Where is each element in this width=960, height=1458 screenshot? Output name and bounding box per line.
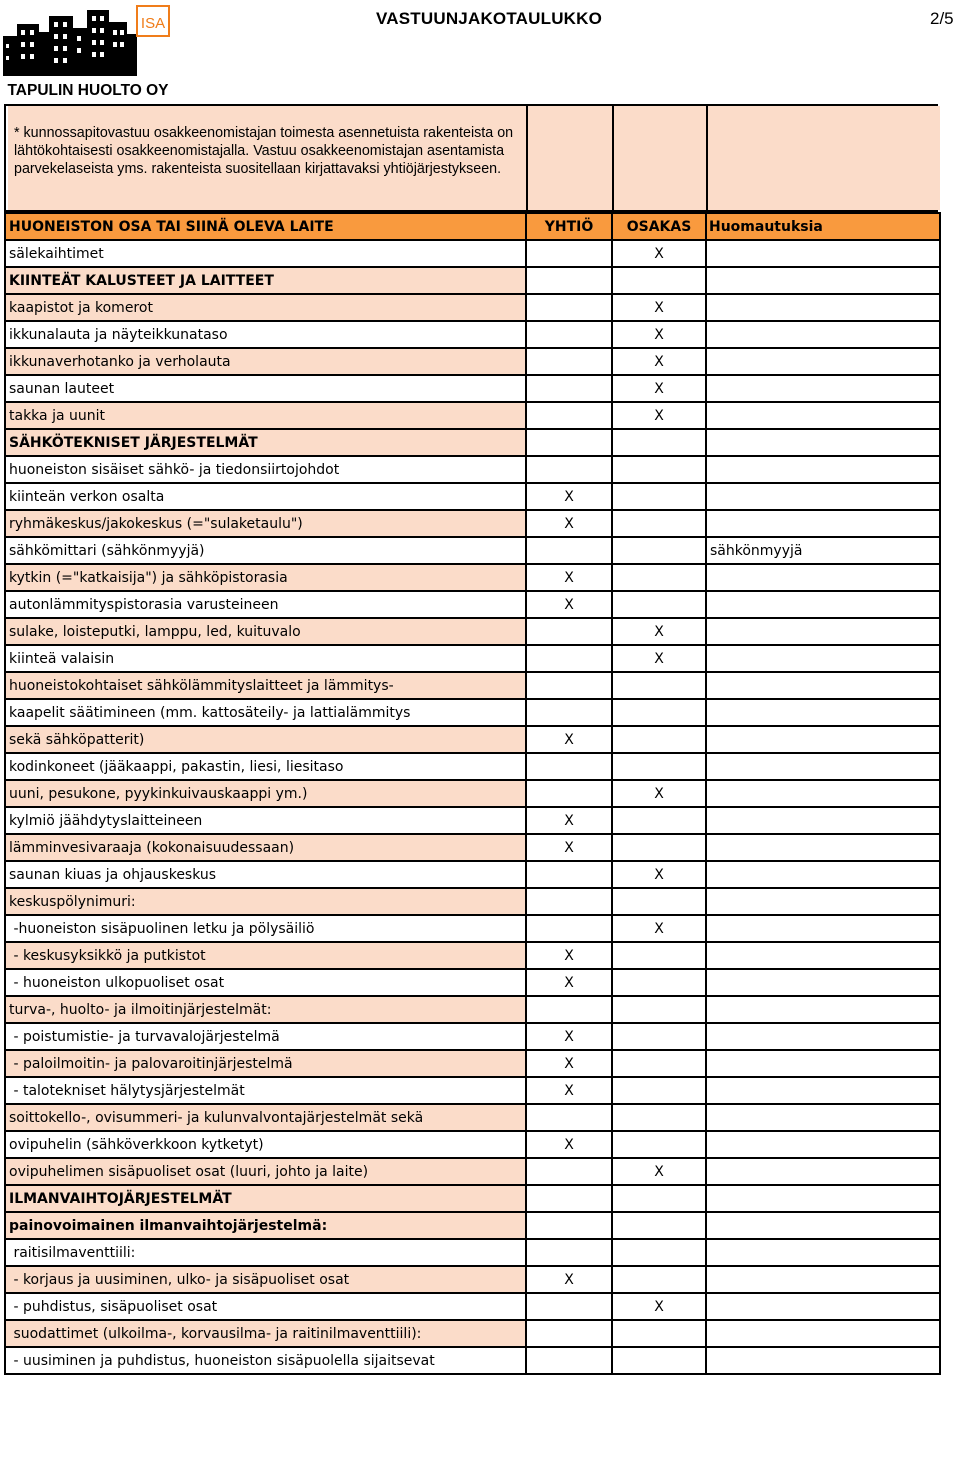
row-remarks bbox=[706, 645, 940, 672]
table-row bbox=[5, 969, 940, 996]
row-yhtio bbox=[526, 888, 612, 915]
row-yhtio: X bbox=[526, 564, 612, 591]
row-osakas bbox=[612, 996, 706, 1023]
row-osakas: X bbox=[612, 1293, 706, 1320]
row-remarks bbox=[706, 1212, 940, 1239]
row-yhtio bbox=[526, 1185, 612, 1212]
table-row bbox=[5, 753, 940, 780]
column-header-yhtio: YHTIÖ bbox=[526, 213, 612, 240]
row-label: - huoneiston ulkopuoliset osat bbox=[5, 969, 526, 996]
table-row bbox=[5, 564, 940, 591]
row-label: saunan kiuas ja ohjauskeskus bbox=[5, 861, 526, 888]
row-yhtio: X bbox=[526, 1266, 612, 1293]
row-label: painovoimainen ilmanvaihtojärjestelmä: bbox=[5, 1212, 526, 1239]
row-remarks bbox=[706, 1104, 940, 1131]
row-osakas bbox=[612, 942, 706, 969]
table-row bbox=[5, 726, 940, 753]
table-row bbox=[5, 1050, 940, 1077]
row-osakas bbox=[612, 483, 706, 510]
row-osakas bbox=[612, 267, 706, 294]
row-remarks bbox=[706, 861, 940, 888]
row-remarks bbox=[706, 1077, 940, 1104]
row-yhtio bbox=[526, 537, 612, 564]
row-osakas bbox=[612, 699, 706, 726]
table-header-row bbox=[5, 213, 940, 240]
table-row bbox=[5, 888, 940, 915]
row-osakas: X bbox=[612, 1158, 706, 1185]
row-yhtio: X bbox=[526, 591, 612, 618]
row-remarks bbox=[706, 402, 940, 429]
row-remarks bbox=[706, 1050, 940, 1077]
row-yhtio bbox=[526, 1293, 612, 1320]
table-row bbox=[5, 591, 940, 618]
row-yhtio: X bbox=[526, 1077, 612, 1104]
row-label: -huoneiston sisäpuolinen letku ja pölysäiliö bbox=[5, 915, 526, 942]
row-remarks bbox=[706, 726, 940, 753]
row-label: sulake, loisteputki, lamppu, led, kuituvalo bbox=[5, 618, 526, 645]
row-label: huoneistokohtaiset sähkölämmityslaitteet ja lämmitys- bbox=[5, 672, 526, 699]
row-label: ikkunalauta ja näyteikkunataso bbox=[5, 321, 526, 348]
row-remarks bbox=[706, 1293, 940, 1320]
column-header-osakas: OSAKAS bbox=[612, 213, 706, 240]
row-yhtio bbox=[526, 645, 612, 672]
section-heading-row bbox=[5, 1212, 940, 1239]
table-row bbox=[5, 321, 940, 348]
table-row bbox=[5, 672, 940, 699]
row-label: suodattimet (ulkoilma-, korvausilma- ja raitinilmaventtiili): bbox=[5, 1320, 526, 1347]
row-yhtio: X bbox=[526, 510, 612, 537]
row-yhtio bbox=[526, 294, 612, 321]
row-label: raitisilmaventtiili: bbox=[5, 1239, 526, 1266]
row-remarks bbox=[706, 834, 940, 861]
column-header-remarks: Huomautuksia bbox=[706, 213, 940, 240]
logo-badge: ISA bbox=[140, 15, 166, 32]
row-remarks bbox=[706, 564, 940, 591]
row-label: - paloilmoitin- ja palovaroitinjärjestelmä bbox=[5, 1050, 526, 1077]
note-cell-osakas bbox=[614, 106, 708, 210]
row-remarks bbox=[706, 429, 940, 456]
section-heading-row bbox=[5, 429, 940, 456]
page-number: 2/5 bbox=[930, 9, 954, 28]
row-remarks bbox=[706, 1185, 940, 1212]
row-osakas bbox=[612, 456, 706, 483]
table-row bbox=[5, 1158, 940, 1185]
row-label: turva-, huolto- ja ilmoitinjärjestelmät: bbox=[5, 996, 526, 1023]
table-row bbox=[5, 375, 940, 402]
logo-company-name: TAPULIN HUOLTO OY bbox=[7, 82, 169, 99]
row-label: soittokello-, ovisummeri- ja kulunvalvontajärjestelmät sekä bbox=[5, 1104, 526, 1131]
row-yhtio: X bbox=[526, 969, 612, 996]
row-osakas bbox=[612, 807, 706, 834]
row-osakas bbox=[612, 1266, 706, 1293]
row-osakas bbox=[612, 1239, 706, 1266]
row-remarks bbox=[706, 267, 940, 294]
row-osakas: X bbox=[612, 618, 706, 645]
row-osakas bbox=[612, 1347, 706, 1374]
row-label: sälekaihtimet bbox=[5, 240, 526, 267]
row-yhtio: X bbox=[526, 483, 612, 510]
table-row bbox=[5, 996, 940, 1023]
row-label: huoneiston sisäiset sähkö- ja tiedonsiirtojohdot bbox=[5, 456, 526, 483]
row-remarks bbox=[706, 1347, 940, 1374]
row-osakas: X bbox=[612, 240, 706, 267]
table-row bbox=[5, 1131, 940, 1158]
row-osakas bbox=[612, 537, 706, 564]
row-yhtio bbox=[526, 267, 612, 294]
row-label: ovipuhelin (sähköverkkoon kytketyt) bbox=[5, 1131, 526, 1158]
row-osakas bbox=[612, 591, 706, 618]
table-row bbox=[5, 483, 940, 510]
row-osakas bbox=[612, 1023, 706, 1050]
row-yhtio bbox=[526, 753, 612, 780]
table-row bbox=[5, 780, 940, 807]
table-row bbox=[5, 294, 940, 321]
row-osakas bbox=[612, 1104, 706, 1131]
row-yhtio: X bbox=[526, 1023, 612, 1050]
row-yhtio bbox=[526, 861, 612, 888]
row-remarks bbox=[706, 753, 940, 780]
row-yhtio bbox=[526, 375, 612, 402]
table-row bbox=[5, 1023, 940, 1050]
row-osakas bbox=[612, 753, 706, 780]
row-remarks bbox=[706, 348, 940, 375]
row-yhtio bbox=[526, 780, 612, 807]
row-label: keskuspölynimuri: bbox=[5, 888, 526, 915]
row-label: uuni, pesukone, pyykinkuivauskaappi ym.) bbox=[5, 780, 526, 807]
row-osakas bbox=[612, 429, 706, 456]
table-row bbox=[5, 834, 940, 861]
row-remarks bbox=[706, 888, 940, 915]
row-osakas bbox=[612, 726, 706, 753]
row-remarks bbox=[706, 321, 940, 348]
row-label: kiinteä valaisin bbox=[5, 645, 526, 672]
note-box bbox=[4, 104, 938, 212]
row-label: saunan lauteet bbox=[5, 375, 526, 402]
row-label: ikkunaverhotanko ja verholauta bbox=[5, 348, 526, 375]
row-osakas bbox=[612, 1185, 706, 1212]
table-row bbox=[5, 942, 940, 969]
row-remarks bbox=[706, 672, 940, 699]
row-remarks bbox=[706, 1023, 940, 1050]
table-row bbox=[5, 1347, 940, 1374]
row-osakas bbox=[612, 969, 706, 996]
row-label: ILMANVAIHTOJÄRJESTELMÄT bbox=[5, 1185, 526, 1212]
row-osakas bbox=[612, 1320, 706, 1347]
table-row bbox=[5, 348, 940, 375]
row-label: - talotekniset hälytysjärjestelmät bbox=[5, 1077, 526, 1104]
table-row bbox=[5, 1239, 940, 1266]
row-remarks bbox=[706, 294, 940, 321]
row-yhtio bbox=[526, 321, 612, 348]
row-remarks bbox=[706, 1266, 940, 1293]
row-yhtio bbox=[526, 1212, 612, 1239]
row-remarks bbox=[706, 456, 940, 483]
row-label: kiinteän verkon osalta bbox=[5, 483, 526, 510]
row-label: ryhmäkeskus/jakokeskus (="sulaketaulu") bbox=[5, 510, 526, 537]
row-label: kylmiö jäähdytyslaitteineen bbox=[5, 807, 526, 834]
note-cell-remarks bbox=[708, 106, 940, 210]
row-osakas: X bbox=[612, 861, 706, 888]
table-row bbox=[5, 699, 940, 726]
table-row bbox=[5, 807, 940, 834]
row-osakas: X bbox=[612, 321, 706, 348]
row-yhtio bbox=[526, 1347, 612, 1374]
row-label: - uusiminen ja puhdistus, huoneiston sisäpuolella sijaitsevat bbox=[5, 1347, 526, 1374]
responsibility-table bbox=[4, 212, 941, 1375]
company-logo bbox=[0, 0, 176, 100]
table-row bbox=[5, 1293, 940, 1320]
row-yhtio bbox=[526, 699, 612, 726]
row-yhtio: X bbox=[526, 1050, 612, 1077]
row-yhtio bbox=[526, 1320, 612, 1347]
row-remarks bbox=[706, 1320, 940, 1347]
row-remarks bbox=[706, 618, 940, 645]
row-osakas: X bbox=[612, 348, 706, 375]
section-heading-row bbox=[5, 267, 940, 294]
row-label: - korjaus ja uusiminen, ulko- ja sisäpuoliset osat bbox=[5, 1266, 526, 1293]
row-yhtio bbox=[526, 348, 612, 375]
row-label: takka ja uunit bbox=[5, 402, 526, 429]
row-remarks bbox=[706, 996, 940, 1023]
row-osakas bbox=[612, 1077, 706, 1104]
row-yhtio bbox=[526, 1158, 612, 1185]
row-osakas bbox=[612, 1131, 706, 1158]
row-label: sähkömittari (sähkönmyyjä) bbox=[5, 537, 526, 564]
table-row bbox=[5, 240, 940, 267]
row-osakas: X bbox=[612, 915, 706, 942]
row-osakas bbox=[612, 672, 706, 699]
table-row bbox=[5, 861, 940, 888]
row-yhtio bbox=[526, 1239, 612, 1266]
table-row bbox=[5, 915, 940, 942]
row-remarks bbox=[706, 510, 940, 537]
row-osakas: X bbox=[612, 294, 706, 321]
row-yhtio bbox=[526, 402, 612, 429]
row-label: kytkin (="katkaisija") ja sähköpistorasia bbox=[5, 564, 526, 591]
note-cell-yhtio bbox=[528, 106, 614, 210]
table-row bbox=[5, 510, 940, 537]
table-row bbox=[5, 645, 940, 672]
row-yhtio bbox=[526, 618, 612, 645]
row-yhtio bbox=[526, 1104, 612, 1131]
document-title: VASTUUNJAKOTAULUKKO bbox=[376, 9, 603, 28]
table-row bbox=[5, 537, 940, 564]
row-osakas: X bbox=[612, 780, 706, 807]
row-yhtio: X bbox=[526, 834, 612, 861]
row-label: autonlämmityspistorasia varusteineen bbox=[5, 591, 526, 618]
table-row bbox=[5, 456, 940, 483]
row-remarks bbox=[706, 591, 940, 618]
row-yhtio bbox=[526, 996, 612, 1023]
row-yhtio bbox=[526, 915, 612, 942]
row-remarks bbox=[706, 240, 940, 267]
row-osakas: X bbox=[612, 375, 706, 402]
row-yhtio: X bbox=[526, 942, 612, 969]
row-label: kaapelit säätimineen (mm. kattosäteily- ja lattialämmitys bbox=[5, 699, 526, 726]
column-header-part: HUONEISTON OSA TAI SIINÄ OLEVA LAITE bbox=[5, 213, 526, 240]
row-label: kodinkoneet (jääkaappi, pakastin, liesi, liesitaso bbox=[5, 753, 526, 780]
row-osakas: X bbox=[612, 645, 706, 672]
row-label: KIINTEÄT KALUSTEET JA LAITTEET bbox=[5, 267, 526, 294]
row-osakas bbox=[612, 834, 706, 861]
row-label: sekä sähköpatterit) bbox=[5, 726, 526, 753]
row-label: kaapistot ja komerot bbox=[5, 294, 526, 321]
row-yhtio: X bbox=[526, 1131, 612, 1158]
row-label: - keskusyksikkö ja putkistot bbox=[5, 942, 526, 969]
row-yhtio: X bbox=[526, 807, 612, 834]
row-label: - poistumistie- ja turvavalojärjestelmä bbox=[5, 1023, 526, 1050]
row-remarks bbox=[706, 699, 940, 726]
row-remarks bbox=[706, 807, 940, 834]
section-heading-row bbox=[5, 1185, 940, 1212]
row-remarks bbox=[706, 1131, 940, 1158]
row-label: SÄHKÖTEKNISET JÄRJESTELMÄT bbox=[5, 429, 526, 456]
row-remarks bbox=[706, 375, 940, 402]
row-yhtio bbox=[526, 429, 612, 456]
table-row bbox=[5, 1077, 940, 1104]
row-osakas bbox=[612, 564, 706, 591]
row-remarks bbox=[706, 780, 940, 807]
row-label: ovipuhelimen sisäpuoliset osat (luuri, johto ja laite) bbox=[5, 1158, 526, 1185]
row-remarks bbox=[706, 1158, 940, 1185]
row-osakas bbox=[612, 888, 706, 915]
row-remarks bbox=[706, 915, 940, 942]
row-yhtio bbox=[526, 672, 612, 699]
row-osakas bbox=[612, 1212, 706, 1239]
row-yhtio bbox=[526, 456, 612, 483]
row-osakas bbox=[612, 1050, 706, 1077]
row-osakas: X bbox=[612, 402, 706, 429]
row-osakas bbox=[612, 510, 706, 537]
table-row bbox=[5, 1320, 940, 1347]
row-remarks: sähkönmyyjä bbox=[706, 537, 940, 564]
note-text: * kunnossapitovastuu osakkeenomistajan toimesta asennetuista rakenteista on lähtökohtaisesti osakkeenomistajalla. Vastuu osakkeenomistajan asentamista parvekelaseista yms. rakenteista suositellaan kirjattavaksi yhtiöjärjestykseen. bbox=[8, 106, 528, 210]
row-label: - puhdistus, sisäpuoliset osat bbox=[5, 1293, 526, 1320]
row-label: lämminvesivaraaja (kokonaisuudessaan) bbox=[5, 834, 526, 861]
row-yhtio: X bbox=[526, 726, 612, 753]
row-yhtio bbox=[526, 240, 612, 267]
table-row bbox=[5, 1104, 940, 1131]
row-remarks bbox=[706, 483, 940, 510]
table-row bbox=[5, 402, 940, 429]
table-row bbox=[5, 618, 940, 645]
row-remarks bbox=[706, 942, 940, 969]
table-row bbox=[5, 1266, 940, 1293]
row-remarks bbox=[706, 1239, 940, 1266]
row-remarks bbox=[706, 969, 940, 996]
